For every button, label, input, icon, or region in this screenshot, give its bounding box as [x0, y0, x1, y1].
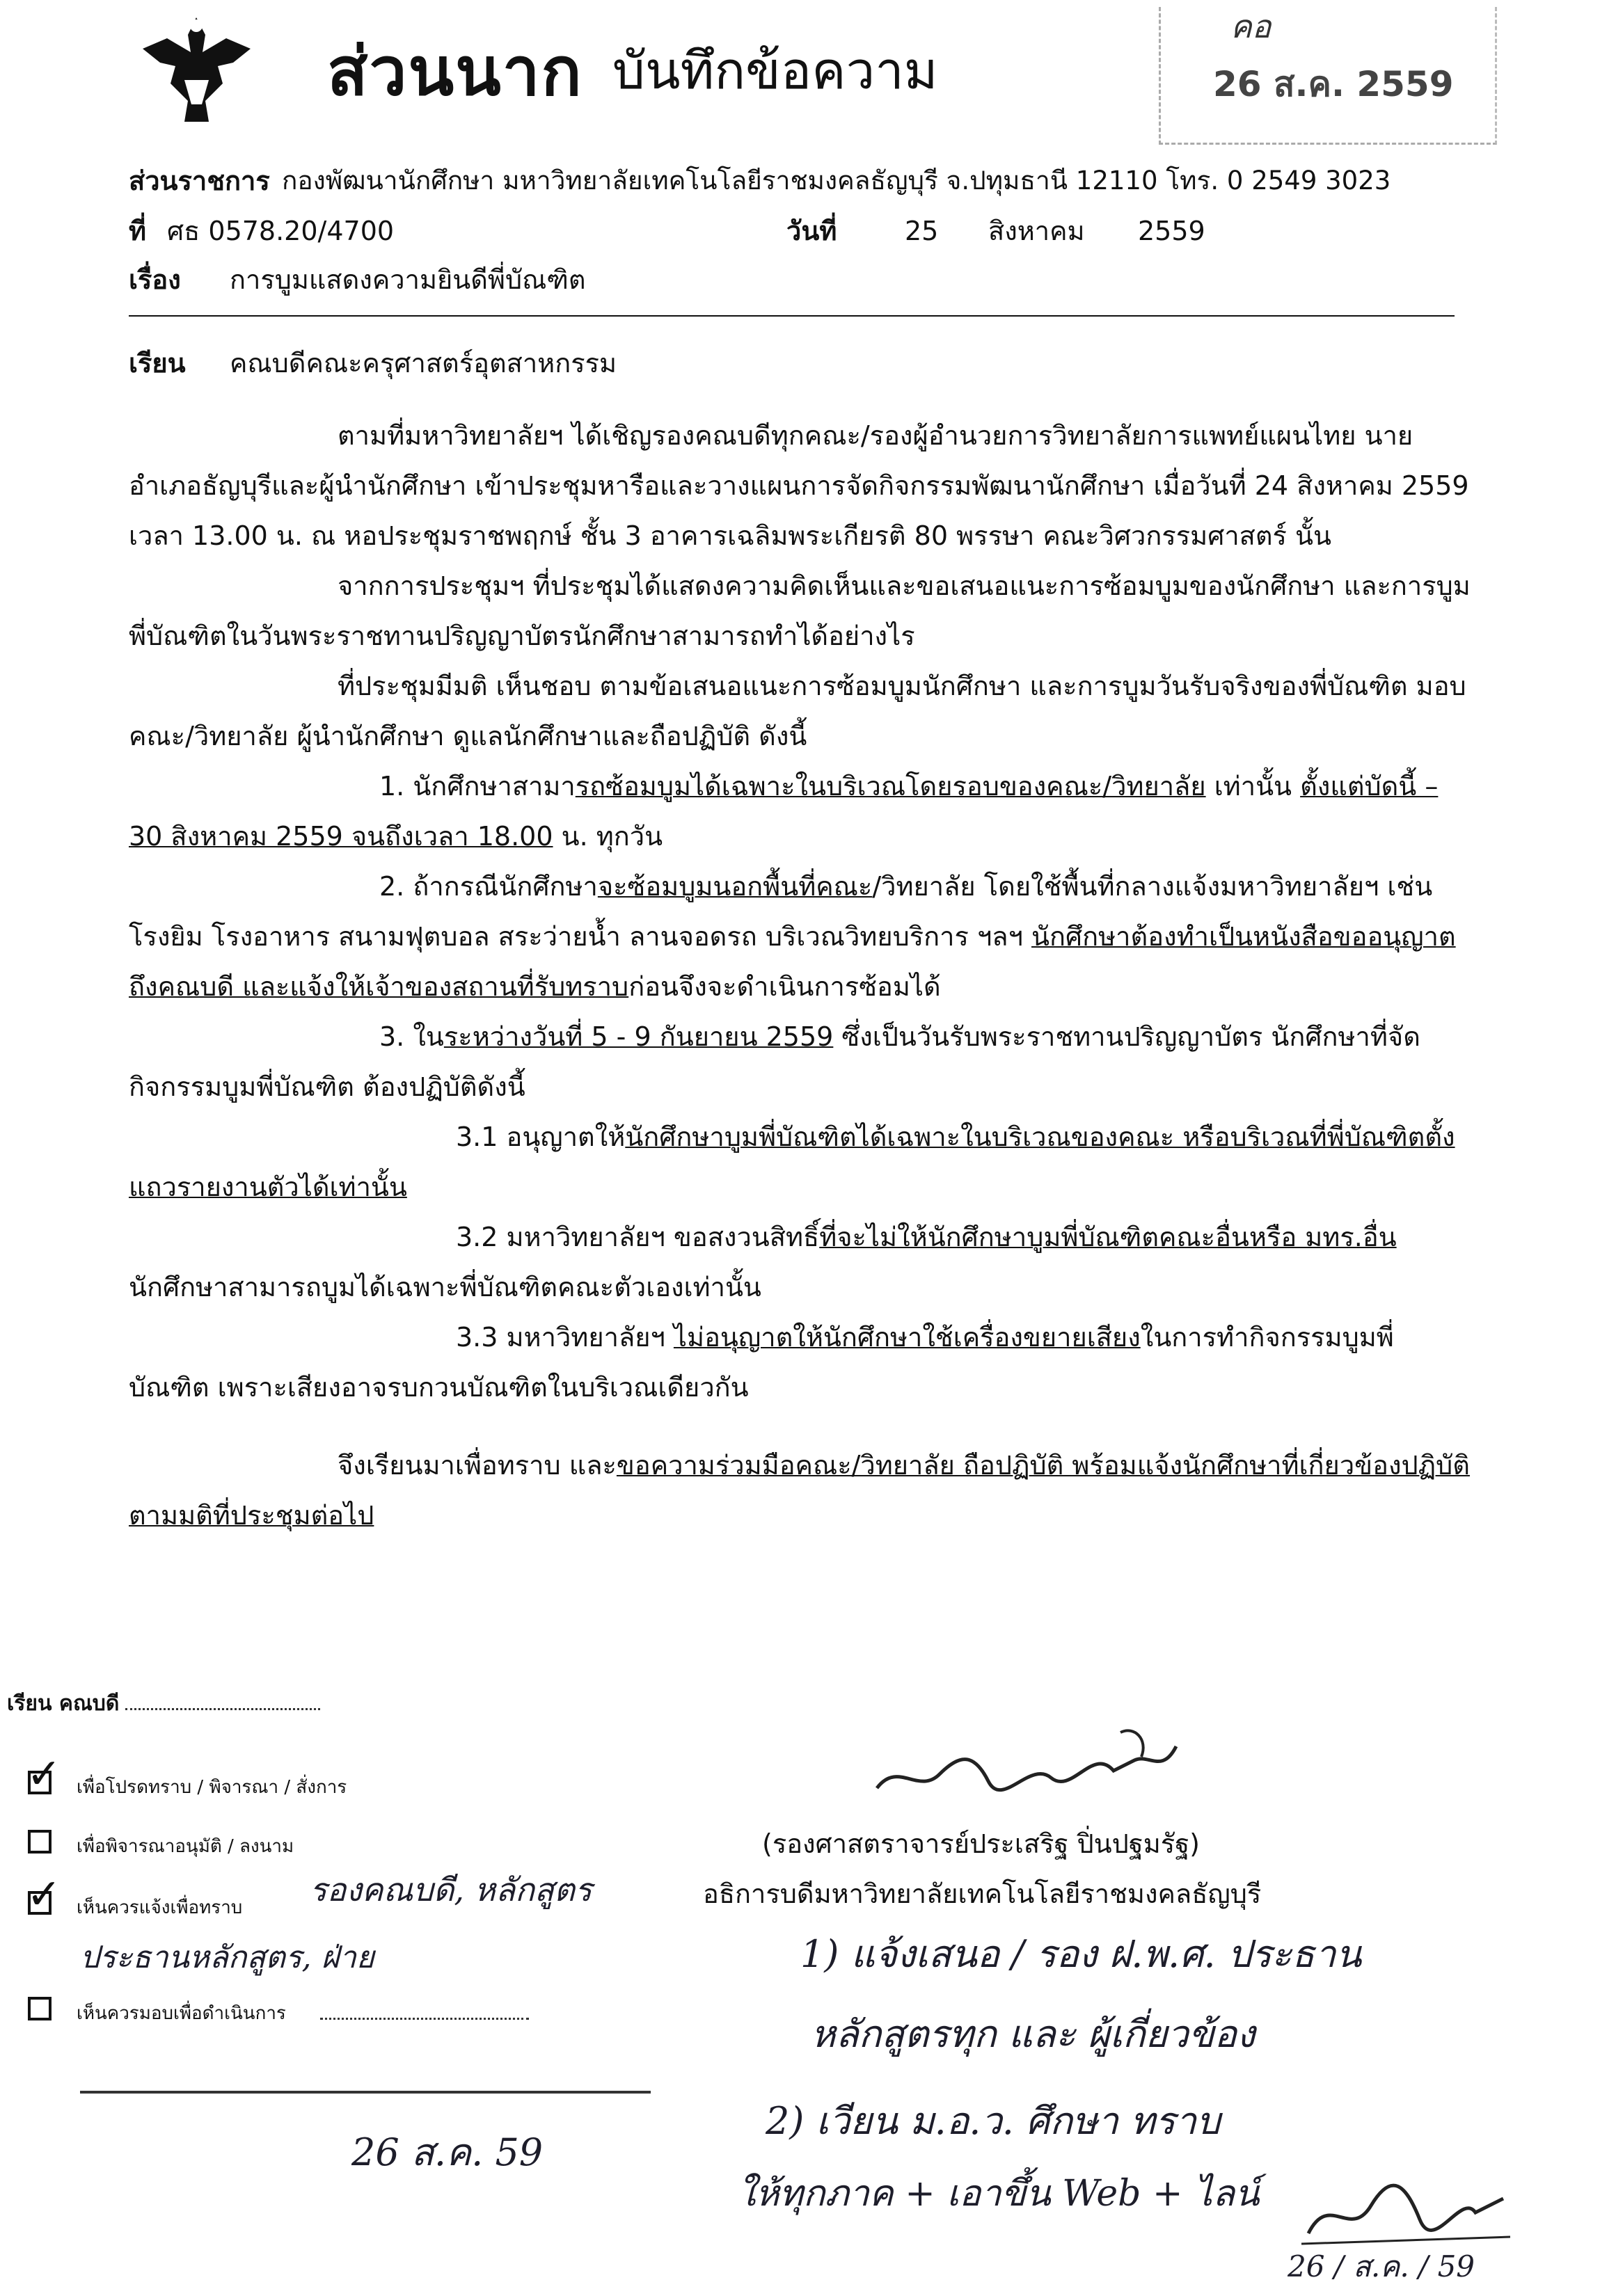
routing-option-4-dots: [320, 2018, 529, 2020]
routing-check-1-icon: ✓: [26, 1750, 62, 1799]
routing-hand-note-2: ประธานหลักสูตร, ฝ่าย: [80, 1940, 374, 1975]
routing-option-4: เห็นควรมอบเพื่อดำเนินการ: [77, 2003, 286, 2024]
routing-hand-note-1: รองคณบดี, หลักสูตร: [310, 1871, 592, 1908]
routing-option-3: เห็นควรแจ้งเพื่อทราบ: [77, 1897, 243, 1918]
signature-scribble: [870, 1719, 1204, 1809]
date-month: สิงหาคม: [988, 216, 1085, 246]
item-3-post: ซึ่งเป็นวันรับพระราชทานปริญญาบัตร นักศึกษาที่จัดกิจกรรมบูมพี่บัณฑิต ต้องปฏิบัติดังนี้: [129, 1021, 1420, 1102]
subject-value: การบูมแสดงความยินดีพี่บัณฑิต: [230, 264, 586, 295]
routing-to-label: เรียน คณบดี: [7, 1691, 120, 1716]
subitem-3-1: [129, 1112, 1472, 1212]
item-2-underline-1: จะซ้อมบูมนอกพื้นที่คณะ: [597, 871, 873, 902]
routing-sign-line: [80, 2091, 651, 2094]
subitem-3-2-post: นักศึกษาสามารถบูมได้เฉพาะพี่บัณฑิตคณะตัวเองเท่านั้น: [129, 1272, 761, 1302]
handwritten-line-3: 2) เวียน ม.อ.ว. ศึกษา ทราบ: [766, 2099, 1221, 2143]
routing-checkbox-4[interactable]: [28, 1997, 52, 2020]
item-1: [129, 761, 1472, 861]
date-day: 25: [905, 216, 939, 246]
item-2-pre: 2. ถ้ากรณีนักศึกษา: [379, 871, 598, 902]
handwritten-signature: [1294, 2171, 1517, 2254]
routing-hand-date: 26 ส.ค. 59: [351, 2130, 544, 2174]
subitem-3-2-pre: 3.2 มหาวิทยาลัยฯ ขอสงวนสิทธิ์: [456, 1222, 820, 1252]
subject-label: เรื่อง: [129, 264, 181, 295]
paragraph-3: ที่ประชุมมีมติ เห็นชอบ ตามข้อเสนอแนะการซ้อมบูมนักศึกษา และการบูมวันรับจริงของพี่บัณฑิต มอบคณะ/วิทยาลัย ผู้นำนักศึกษา ดูแลนักศึกษาและถือปฏิบัติ ดังนี้: [129, 671, 1466, 751]
closing-underline: ขอความร่วมมือคณะ/วิทยาลัย ถือปฏิบัติ พร้อมแจ้งนักศึกษาที่เกี่ยวข้องปฏิบัติตามมติที่ประชุมต่อไป: [129, 1450, 1470, 1531]
ref-label: ที่: [129, 216, 147, 246]
item-2-underline-2: นักศึกษาต้องทำเป็นหนังสือขออนุญาตถึงคณบดี และแจ้งให้เจ้าของสถานที่รับทราบ: [129, 921, 1456, 1002]
date-year: 2559: [1138, 216, 1205, 246]
item-1-post: น. ทุกวัน: [553, 821, 663, 852]
subitem-3-1-pre: 3.1 อนุญาตให้: [456, 1122, 626, 1152]
handwritten-date: 26 / ส.ค. / 59: [1288, 2249, 1475, 2283]
routing-to-dots: [125, 1708, 320, 1710]
subitem-3-1-underline: นักศึกษาบูมพี่บัณฑิตได้เฉพาะในบริเวณของคณะ หรือบริเวณที่พี่บัณฑิตตั้งแถวรายงานตัวได้เท่านั้น: [129, 1122, 1455, 1202]
signatory-name: (รองศาสตราจารย์ประเสริฐ ปิ่นปฐมรัฐ): [762, 1828, 1200, 1859]
ref-value: ศธ 0578.20/4700: [167, 216, 395, 246]
header-divider: [129, 315, 1455, 317]
subitem-3-2: [129, 1212, 1472, 1312]
department-stamp: ส่วนนาก: [327, 33, 583, 111]
agency-value: กองพัฒนานักศึกษา มหาวิทยาลัยเทคโนโลยีราชมงคลธัญบุรี จ.ปทุมธานี 12110 โทร. 0 2549 3023: [282, 166, 1391, 196]
received-stamp-date: 26 ส.ค. 2559: [1213, 64, 1454, 104]
paragraph-1: ตามที่มหาวิทยาลัยฯ ได้เชิญรองคณบดีทุกคณะ/รองผู้อำนวยการวิทยาลัยการแพทย์แผนไทย นายอำเภอธัญบุรีและผู้นำนักศึกษา เข้าประชุมหารือและวางแผนการจัดกิจกรรมพัฒนานักศึกษา เมื่อวันที่ 24 สิงหาคม 2559 เวลา 13.00 น. ณ หอประชุมราชพฤกษ์ ชั้น 3 อาคารเฉลิมพระเกียรติ 80 พรรษา คณะวิศวกรรมศาสตร์ นั้น: [129, 420, 1469, 551]
received-stamp: [1159, 7, 1497, 145]
subitem-3-3-underline: ไม่อนุญาตให้นักศึกษาใช้เครื่องขยายเสียง: [673, 1322, 1141, 1353]
subitem-3-3-post: ในการทำกิจกรรมบูมพี่บัณฑิต เพราะเสียงอาจรบกวนบัณฑิตในบริเวณเดียวกัน: [129, 1322, 1394, 1403]
date-label: วันที่: [786, 216, 837, 246]
item-3-pre: 3. ใน: [379, 1021, 444, 1052]
item-1-mid: เท่านั้น: [1205, 771, 1301, 802]
closing-pre: จึงเรียนมาเพื่อทราบ และ: [338, 1450, 617, 1481]
closing-paragraph: [129, 1440, 1472, 1540]
routing-check-3-icon: ✓: [26, 1870, 62, 1919]
to-label: เรียน: [129, 348, 186, 378]
handwritten-line-2: หลักสูตรทุก และ ผู้เกี่ยวข้อง: [811, 2012, 1255, 2056]
item-3-underline: ระหว่างวันที่ 5 - 9 กันยายน 2559: [443, 1021, 834, 1052]
agency-label: ส่วนราชการ: [129, 166, 270, 196]
item-3: [129, 1012, 1472, 1112]
item-2-post: ก่อนจึงจะดำเนินการซ้อมได้: [628, 971, 941, 1002]
to-value: คณบดีคณะครุศาสตร์อุตสาหกรรม: [230, 348, 617, 378]
item-1-underline-1: รถซ้อมบูมได้เฉพาะในบริเวณโดยรอบของคณะ/วิทยาลัย: [575, 771, 1206, 802]
received-stamp-top: คอ: [1230, 8, 1272, 45]
item-2: [129, 861, 1472, 1012]
item-1-underline-2: ตั้งแต่บัดนี้ – 30 สิงหาคม 2559 จนถึงเวลา 18.00: [129, 771, 1439, 852]
item-1-pre: 1. นักศึกษาสามา: [379, 771, 576, 802]
handwritten-line-4: ให้ทุกภาค + เอาขึ้น Web + ไลน์: [738, 2173, 1260, 2215]
subitem-3-2-underline: ที่จะไม่ให้นักศึกษาบูมพี่บัณฑิตคณะอื่นหรือ มทร.อื่น: [819, 1222, 1397, 1252]
doc-type-title: บันทึกข้อความ: [612, 41, 938, 101]
memo-body: [129, 410, 1472, 1540]
signatory-title: อธิการบดีมหาวิทยาลัยเทคโนโลยีราชมงคลธัญบุรี: [703, 1879, 1262, 1909]
handwritten-line-1: 1) แจ้งเสนอ / รอง ฝ.พ.ศ. ประธาน: [800, 1932, 1362, 1976]
routing-checkbox-2[interactable]: [28, 1830, 52, 1853]
item-2-mid: /วิทยาลัย โดยใช้พื้นที่กลางแจ้งมหาวิทยาลัยฯ เช่น โรงยิม โรงอาหาร สนามฟุตบอล สระว่ายน้ำ ลานจอดรถ บริเวณวิทยบริการ ฯลฯ: [129, 871, 1433, 952]
subitem-3-3-pre: 3.3 มหาวิทยาลัยฯ: [456, 1322, 674, 1353]
subitem-3-3: [129, 1312, 1472, 1412]
paragraph-2: จากการประชุมฯ ที่ประชุมได้แสดงความคิดเห็นและขอเสนอแนะการซ้อมบูมของนักศึกษา และการบูมพี่บัณฑิตในวันพระราชทานปริญญาบัตรนักศึกษาสามารถทำได้อย่างไร: [129, 571, 1471, 651]
garuda-emblem-icon: [136, 10, 258, 129]
routing-option-2: เพื่อพิจารณาอนุมัติ / ลงนาม: [77, 1836, 294, 1857]
routing-option-1: เพื่อโปรดทราบ / พิจารณา / สั่งการ: [77, 1777, 347, 1798]
